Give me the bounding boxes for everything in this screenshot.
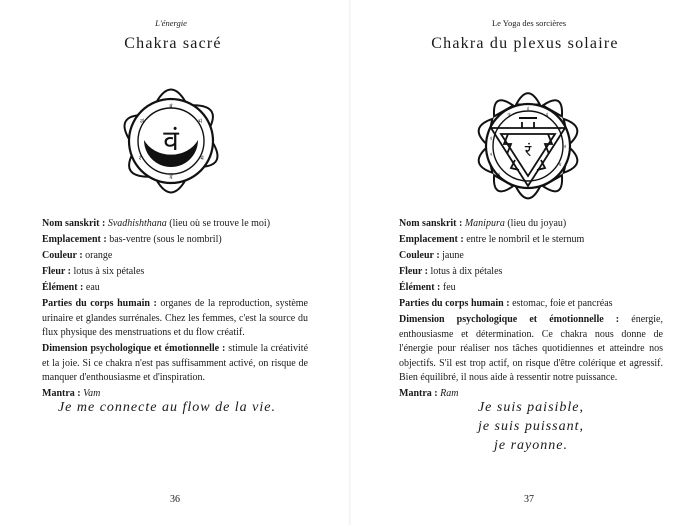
field-label: Dimension psychologique et émotionnelle : [42, 343, 226, 354]
running-head: Le Yoga des sorcières [491, 18, 567, 28]
chapter-title: Chakra du plexus solaire [431, 35, 619, 52]
field-label: Emplacement : [42, 234, 107, 245]
petal-syllable: तं [563, 144, 567, 149]
sacral-chakra-symbol-icon [106, 78, 236, 208]
field-value: eau [83, 282, 100, 293]
body-parts-row [42, 297, 308, 341]
field-value: stimule la créativité et la joie. Si ce chakra n'est pas suffisamment activé, on risque de manquer d'enthousiasme et d'inspiration. [42, 343, 309, 383]
petal-syllable: थं [558, 162, 562, 167]
page-number: 37 [524, 494, 534, 505]
flower-row [399, 265, 663, 280]
affirmation-line: je suis puissant, [477, 419, 585, 434]
field-label: Dimension psychologique et émotionnelle : [399, 314, 620, 325]
right-page [350, 0, 700, 525]
field-label: Nom sanskrit : [42, 218, 106, 229]
field-label: Parties du corps humain : [42, 298, 157, 309]
sanskrit-name-row [399, 217, 663, 232]
color-row [42, 249, 308, 264]
flower-row [42, 265, 308, 280]
petal-syllable: नं [489, 152, 493, 157]
field-label: Élément : [399, 282, 441, 293]
field-value: Vam [83, 388, 101, 399]
field-value: lotus à dix pétales [427, 266, 503, 277]
affirmation-line: je rayonne. [494, 438, 568, 453]
field-label: Parties du corps humain : [399, 298, 510, 309]
chapter-title: Chakra sacré [124, 35, 222, 52]
petal-syllable: फं [507, 112, 511, 117]
sanskrit-name-row [42, 217, 308, 232]
solar-plexus-chakra-symbol-icon [463, 78, 593, 208]
petal-syllable: यं [169, 175, 173, 181]
field-label: Couleur : [42, 250, 83, 261]
field-label: Mantra : [42, 388, 81, 399]
body-parts-row [399, 297, 663, 312]
field-label: Nom sanskrit : [399, 218, 463, 229]
color-row [399, 249, 663, 264]
petal-syllable: ढं [545, 112, 549, 117]
petal-syllable: धं [497, 172, 501, 177]
field-value: énergie, enthousiasme et détermination. Ce chakra nous donne de l'énergie pour réaliser nos tâches quotidiennes et atteindre nos objectifs. S'il est trop actif, on risque d'être colérique et agressif. Bien équilibré, il nous aide à ressentir notre puissance. [399, 314, 663, 383]
field-value: jaune [439, 250, 464, 261]
petal-syllable: णं [558, 126, 562, 131]
field-label: Mantra : [399, 388, 438, 399]
element-row [399, 281, 663, 296]
location-row [399, 233, 663, 248]
field-value: feu [440, 282, 456, 293]
psych-dimension-row [42, 342, 308, 386]
psych-dimension-row [399, 313, 663, 386]
bija-syllable: रं [524, 141, 532, 160]
field-note: (lieu où se trouve le moi) [166, 218, 271, 229]
field-value: organes de la reproduction, système urinaire et glandes surrénales. Chez les femmes, c'est la source du flux physique des menstruations et du flow créatif. [42, 298, 309, 338]
field-label: Emplacement : [399, 234, 464, 245]
bija-syllable: वं [163, 124, 179, 157]
element-row [42, 281, 308, 296]
chakra-info-list [42, 217, 308, 403]
field-value: orange [82, 250, 113, 261]
field-label: Fleur : [42, 266, 71, 277]
affirmation [356, 398, 700, 455]
field-label: Couleur : [399, 250, 440, 261]
running-head: L'énergie [155, 18, 187, 28]
field-note: (lieu du joyau) [504, 218, 567, 229]
petal-syllable: बं [169, 104, 173, 110]
field-label: Élément : [42, 282, 84, 293]
affirmation-line: Je suis paisible, [477, 400, 585, 415]
field-value: Manipura [464, 218, 505, 229]
affirmation [0, 400, 342, 416]
petal-syllable: पं [489, 136, 493, 141]
petal-syllable: लं [140, 119, 144, 125]
petal-syllable: मं [200, 156, 204, 162]
affirmation-line: Je me connecte au flow de la vie. [57, 400, 277, 415]
field-value: entre le nombril et le sternum [463, 234, 585, 245]
field-value: lotus à six pétales [70, 266, 145, 277]
petal-syllable: डं [526, 106, 530, 111]
field-value: Svadhishthana [107, 218, 167, 229]
petal-syllable: भं [198, 119, 202, 125]
petal-syllable: रं [138, 156, 142, 162]
field-value: bas-ventre (sous le nombril) [106, 234, 222, 245]
field-label: Fleur : [399, 266, 428, 277]
location-row [42, 233, 308, 248]
chakra-info-list [399, 217, 663, 403]
field-value: estomac, foie et pancréas [509, 298, 613, 309]
field-value: Ram [440, 388, 459, 399]
page-number: 36 [170, 494, 180, 505]
petal-syllable: दं [526, 182, 530, 187]
